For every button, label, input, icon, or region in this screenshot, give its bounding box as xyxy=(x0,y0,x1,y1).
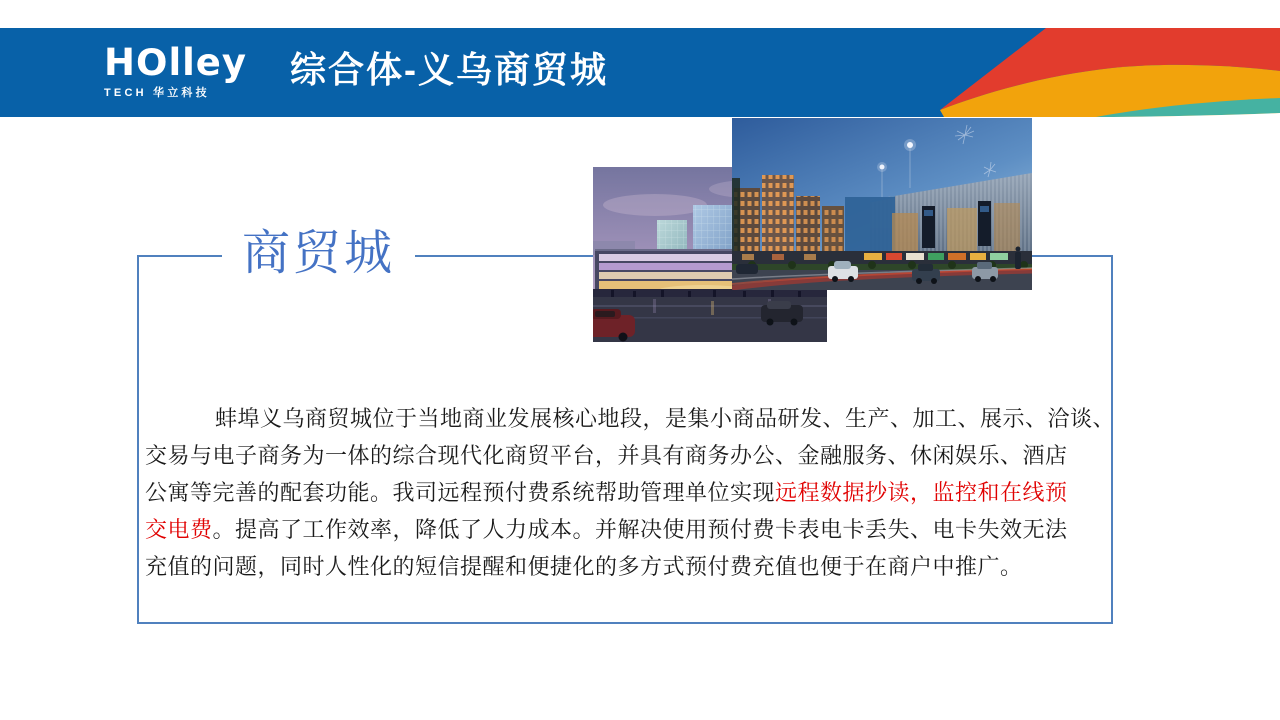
banner-swoosh-decoration xyxy=(900,28,1280,117)
slide-title: 综合体-义乌商贸城 xyxy=(290,49,608,90)
paragraph-line xyxy=(145,437,1090,474)
highlighted-text-run: 远程数据抄读，监控和在线预 xyxy=(775,480,1068,505)
body-text-run: 公寓等完善的配套功能。我司远程预付费系统帮助管理单位实现 xyxy=(145,480,776,505)
logo-swirl-o-icon: O xyxy=(135,41,169,84)
body-paragraph xyxy=(145,400,1116,585)
body-text-run: 充值的问题，同时人性化的短信提醒和便捷化的多方式预付费充值也便于在商户中推广。 xyxy=(145,554,1023,579)
highlighted-text-run: 交电费 xyxy=(145,517,213,542)
logo-wordmark xyxy=(104,41,248,84)
holley-tech-logo xyxy=(104,41,248,100)
paragraph-line xyxy=(145,548,1090,585)
header-banner xyxy=(0,28,1280,117)
paragraph-line xyxy=(145,474,1090,511)
logo-letters-rest: lley xyxy=(168,41,248,84)
body-text-run: 。提高了工作效率，降低了人力成本。并解决使用预付费卡表电卡丢失、电卡失效无法 xyxy=(212,517,1068,542)
photo-trade-city-street-rendering xyxy=(732,118,1032,290)
logo-subtitle: TECH 华立科技 xyxy=(104,87,210,99)
paragraph-line xyxy=(145,400,1116,437)
body-text-run: 蚌埠义乌商贸城位于当地商业发展核心地段，是集小商品研发、生产、加工、展示、洽谈、 xyxy=(215,406,1116,431)
logo-letter-h: H xyxy=(104,41,136,84)
body-text-run: 交易与电子商务为一体的综合现代化商贸平台，并具有商务办公、金融服务、休闲娱乐、酒店 xyxy=(145,443,1068,468)
section-heading: 商贸城 xyxy=(222,226,415,282)
paragraph-line xyxy=(145,511,1090,548)
